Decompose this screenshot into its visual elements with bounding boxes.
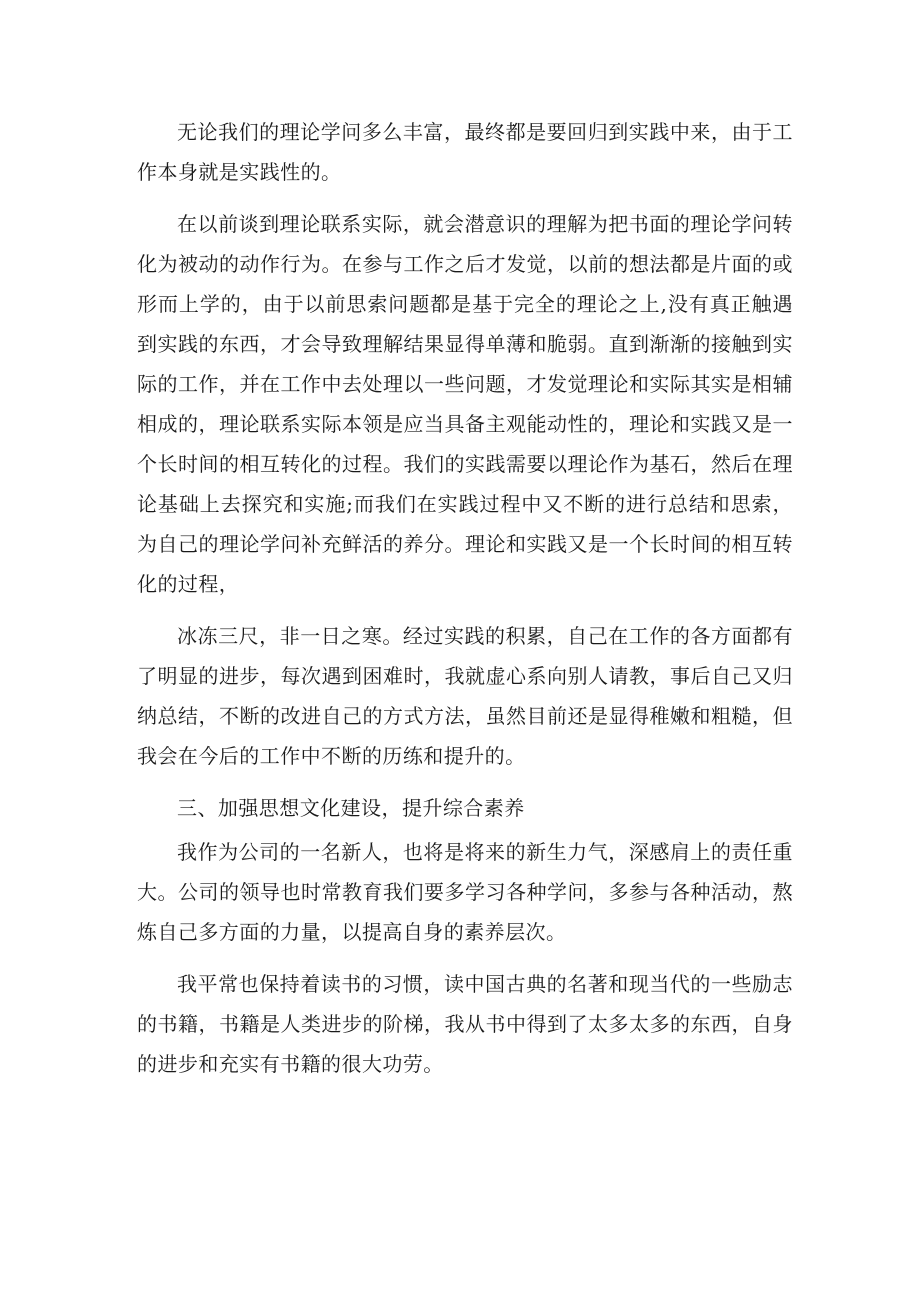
document-body [137,112,793,1096]
paragraph-reading-habit: 我平常也保持着读书的习惯，读中国古典的名著和现当代的一些励志的书籍，书籍是人类进步的阶梯，我从书中得到了太多太多的东西，自身的进步和充实有书籍的很大功劳。 [137,972,793,1076]
paragraph-theory-practice: 无论我们的理论学问多么丰富，最终都是要回归到实践中来，由于工作本身就是实践性的。 [137,120,793,184]
section-heading: 三、加强思想文化建设，提升综合素养 [177,796,525,820]
paragraph-accumulation: 冰冻三尺，非一日之寒。经过实践的积累，自己在工作的各方面都有了明显的进步，每次遇到困难时，我就虚心系向别人请教，事后自己又归纳总结，不断的改进自己的方式方法，虽然目前还是显得稚嫩和粗糙，但我会在今后的工作中不断的历练和提升的。 [137,624,793,768]
paragraph-theory-to-action: 在以前谈到理论联系实际，就会潜意识的理解为把书面的理论学问转化为被动的动作行为。在参与工作之后才发觉，以前的想法都是片面的或形而上学的，由于以前思索问题都是基于完全的理论之上,没有真正触遇到实践的东西，才会导致理解结果显得单薄和脆弱。直到渐渐的接触到实际的工作，并在工作中去处理以一些问题，才发觉理论和实际其实是相辅相成的，理论联系实际本领是应当具备主观能动性的，理论和实践又是一个长时间的相互转化的过程。我们的实践需要以理论作为基石，然后在理论基础上去探究和实施;而我们在实践过程中又不断的进行总结和思索，为自己的理论学问补充鲜活的养分。理论和实践又是一个长时间的相互转化的过程， [137,212,793,596]
paragraph-new-employee: 我作为公司的一名新人，也将是将来的新生力气，深感肩上的责任重大。公司的领导也时常教育我们要多学习各种学问，多参与各种活动，熬炼自己多方面的力量，以提高自身的素养层次。 [137,840,793,944]
